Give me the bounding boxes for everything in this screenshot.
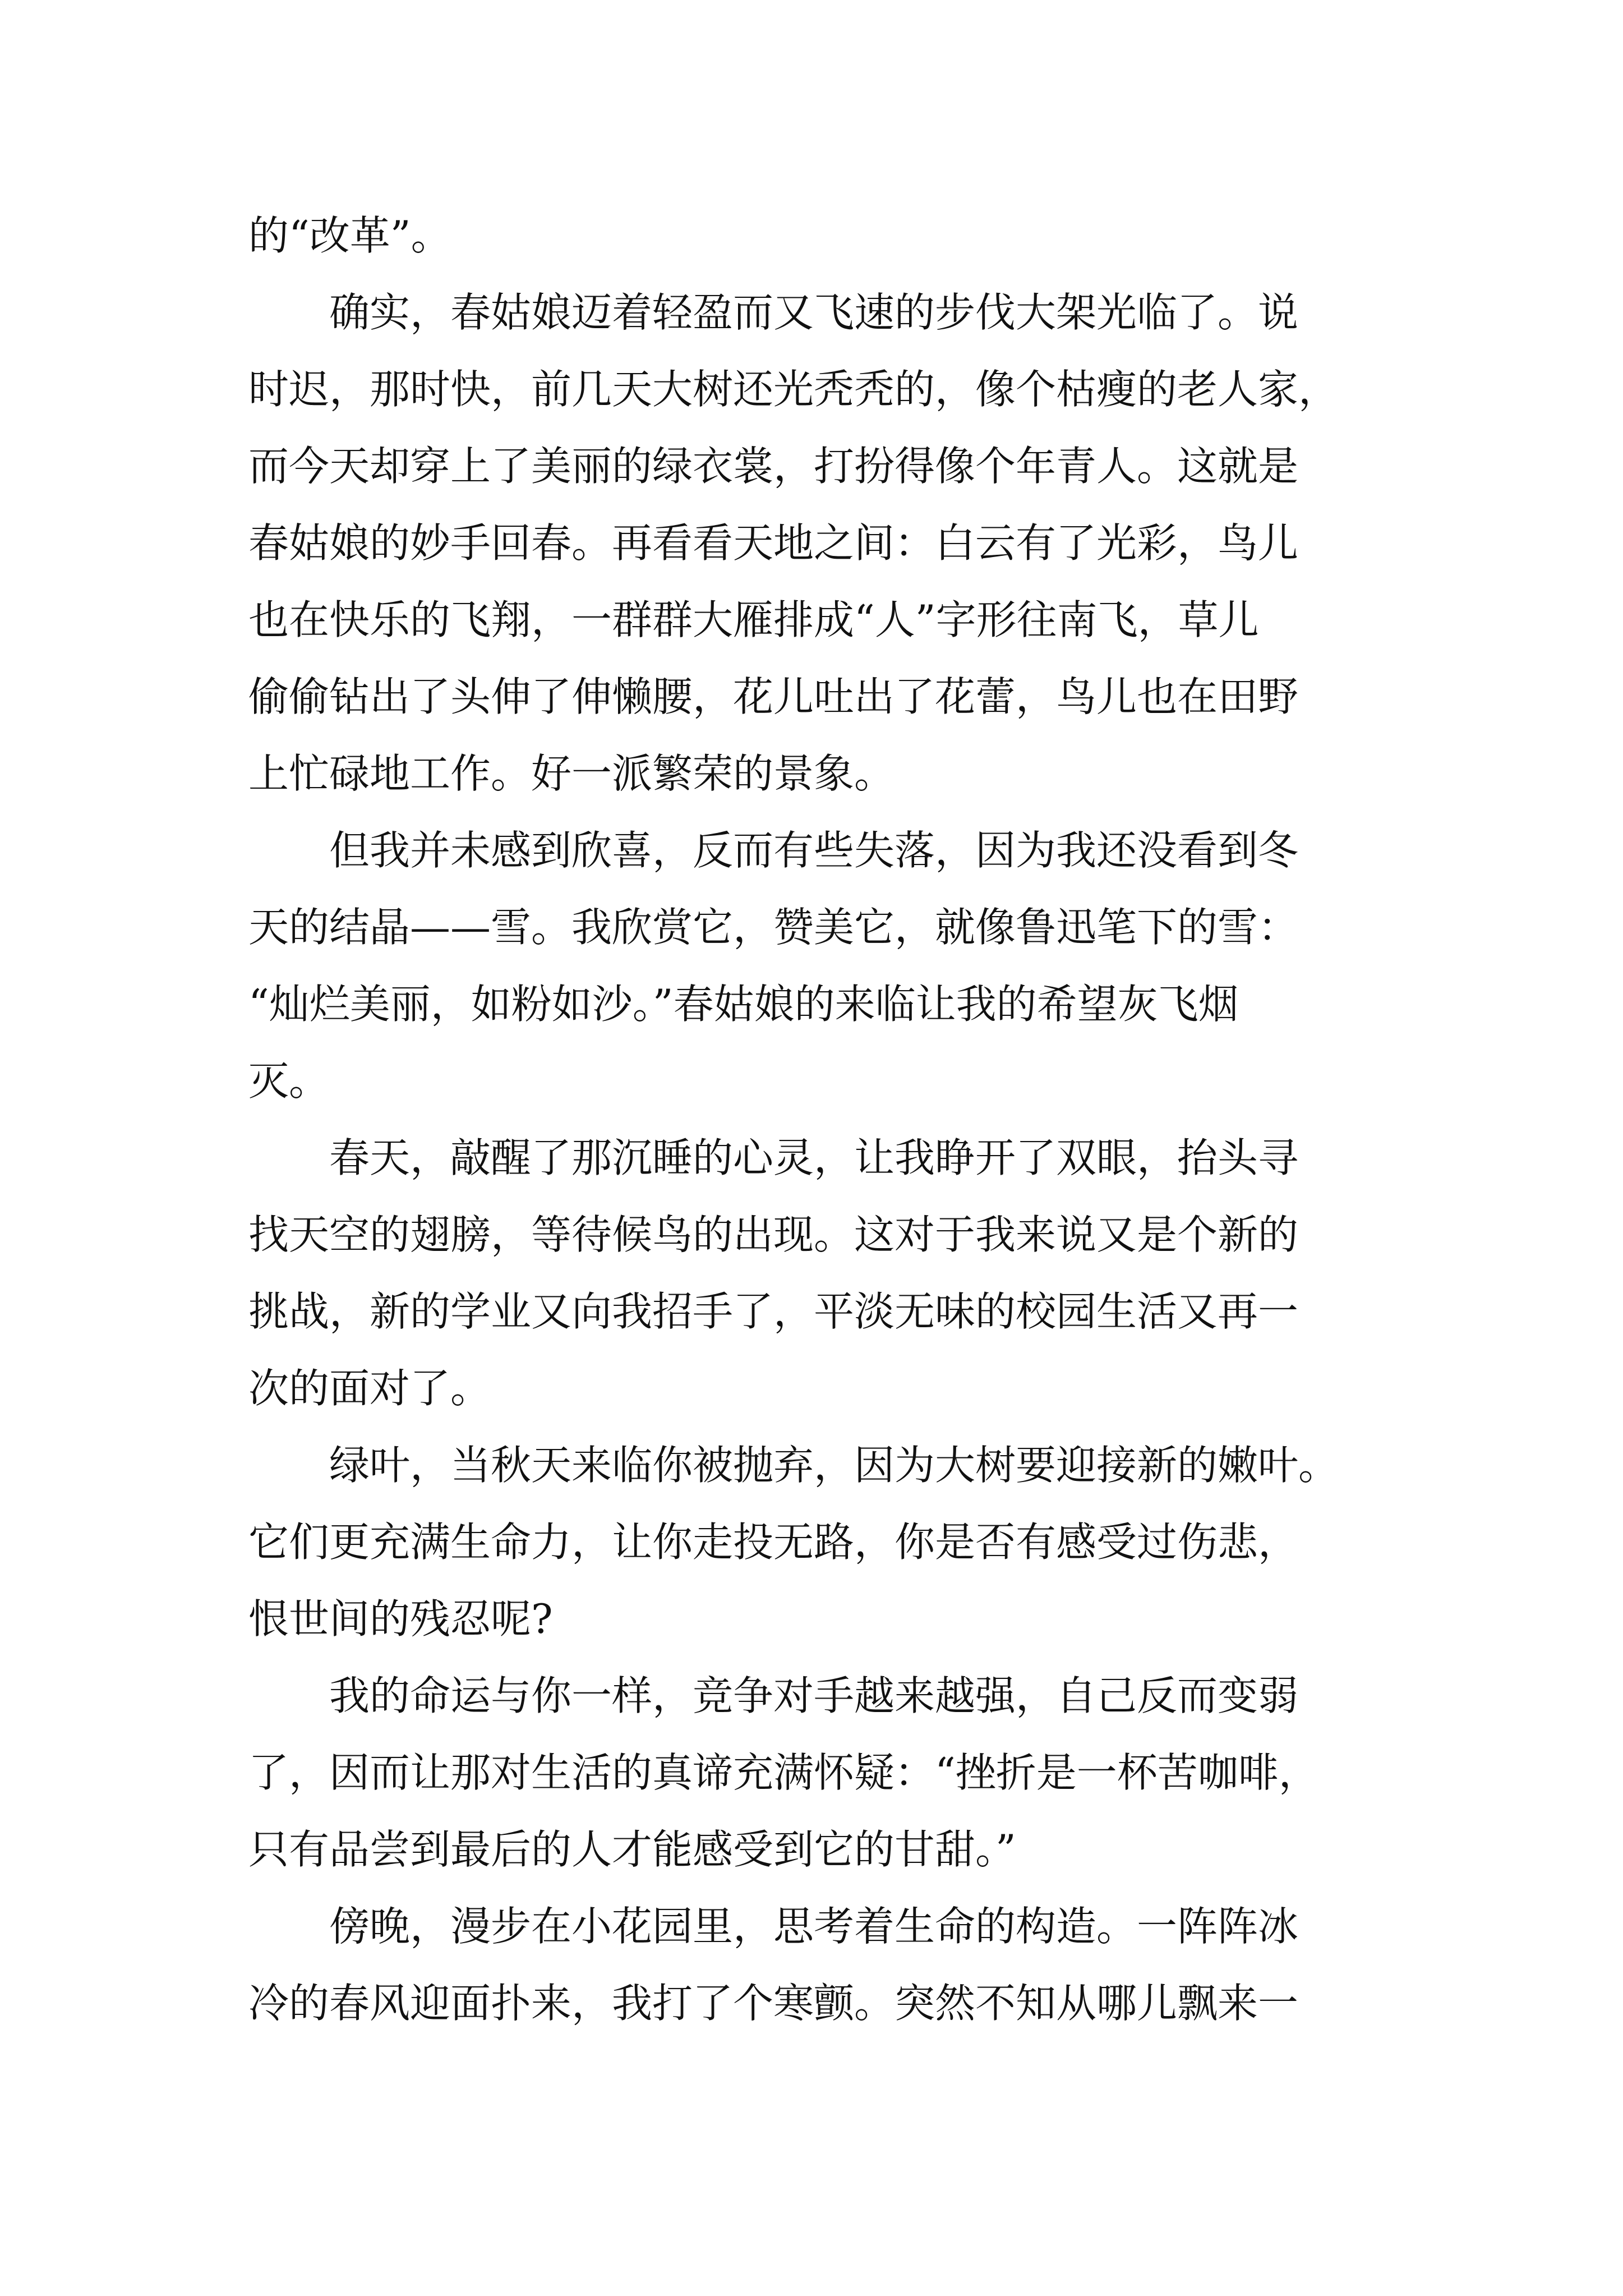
text-line: 它们更充满生命力，让你走投无路，你是否有感受过伤悲， <box>248 1519 1299 1566</box>
text-line: 但我并未感到欣喜，反而有些失落，因为我还没看到冬 <box>329 827 1299 874</box>
paragraph-awakening <box>248 1120 1393 1427</box>
text-line: 冷的春风迎面扑来，我打了个寒颤。突然不知从哪儿飘来一 <box>248 1980 1299 2027</box>
paragraph-fate <box>248 1658 1393 1888</box>
text-line: 确实，春姑娘迈着轻盈而又飞速的步伐大架光临了。说 <box>329 289 1299 336</box>
document-body <box>248 197 1393 2042</box>
paragraph-green-leaves <box>248 1427 1393 1658</box>
text-line: 找天空的翅膀，等待候鸟的出现。这对于我来说又是个新的 <box>248 1211 1299 1258</box>
paragraph-evening-walk <box>248 1888 1393 2042</box>
text-line: 傍晚，漫步在小花园里，思考着生命的构造。一阵阵冰 <box>329 1903 1299 1950</box>
text-line: 的“改革”。 <box>248 212 451 259</box>
text-line: 偷偷钻出了头伸了伸懒腰，花儿吐出了花蕾，鸟儿也在田野 <box>248 673 1299 720</box>
paragraph-snow <box>248 812 1393 1120</box>
text-line: 灭。 <box>248 1057 330 1105</box>
text-line: 春天，敲醒了那沉睡的心灵，让我睁开了双眼，抬头寻 <box>329 1134 1299 1181</box>
text-line: 挑战，新的学业又向我招手了，平淡无味的校园生活又再一 <box>248 1288 1299 1335</box>
text-line: “灿烂美丽，如粉如沙。”春姑娘的来临让我的希望灰飞烟 <box>248 981 1239 1028</box>
text-line: 也在快乐的飞翔，一群群大雁排成“人”字形往南飞，草儿 <box>248 596 1259 643</box>
text-line: 上忙碌地工作。好一派繁荣的景象。 <box>248 750 895 797</box>
text-line: 恨世间的残忍呢? <box>248 1595 553 1642</box>
text-line: 我的命运与你一样，竞争对手越来越强，自己反而变弱 <box>329 1672 1299 1719</box>
text-line: 了，因而让那对生活的真谛充满怀疑：“挫折是一杯苦咖啡， <box>248 1749 1319 1796</box>
paragraph-spring-arrival <box>248 274 1393 812</box>
text-line: 绿叶，当秋天来临你被抛弃，因为大树要迎接新的嫩叶。 <box>329 1442 1339 1489</box>
text-line: 只有品尝到最后的人才能感受到它的甘甜。” <box>248 1826 1016 1873</box>
text-line: 春姑娘的妙手回春。再看看天地之间：白云有了光彩，鸟儿 <box>248 519 1299 567</box>
text-line: 时迟，那时快，前几天大树还光秃秃的，像个枯瘦的老人家， <box>248 366 1339 413</box>
text-line: 次的面对了。 <box>248 1365 491 1412</box>
text-line: 而今天却穿上了美丽的绿衣裳，打扮得像个年青人。这就是 <box>248 443 1299 490</box>
text-line: 天的结晶——雪。我欣赏它，赞美它，就像鲁迅笔下的雪： <box>248 904 1299 951</box>
paragraph-continuation <box>248 197 1393 274</box>
